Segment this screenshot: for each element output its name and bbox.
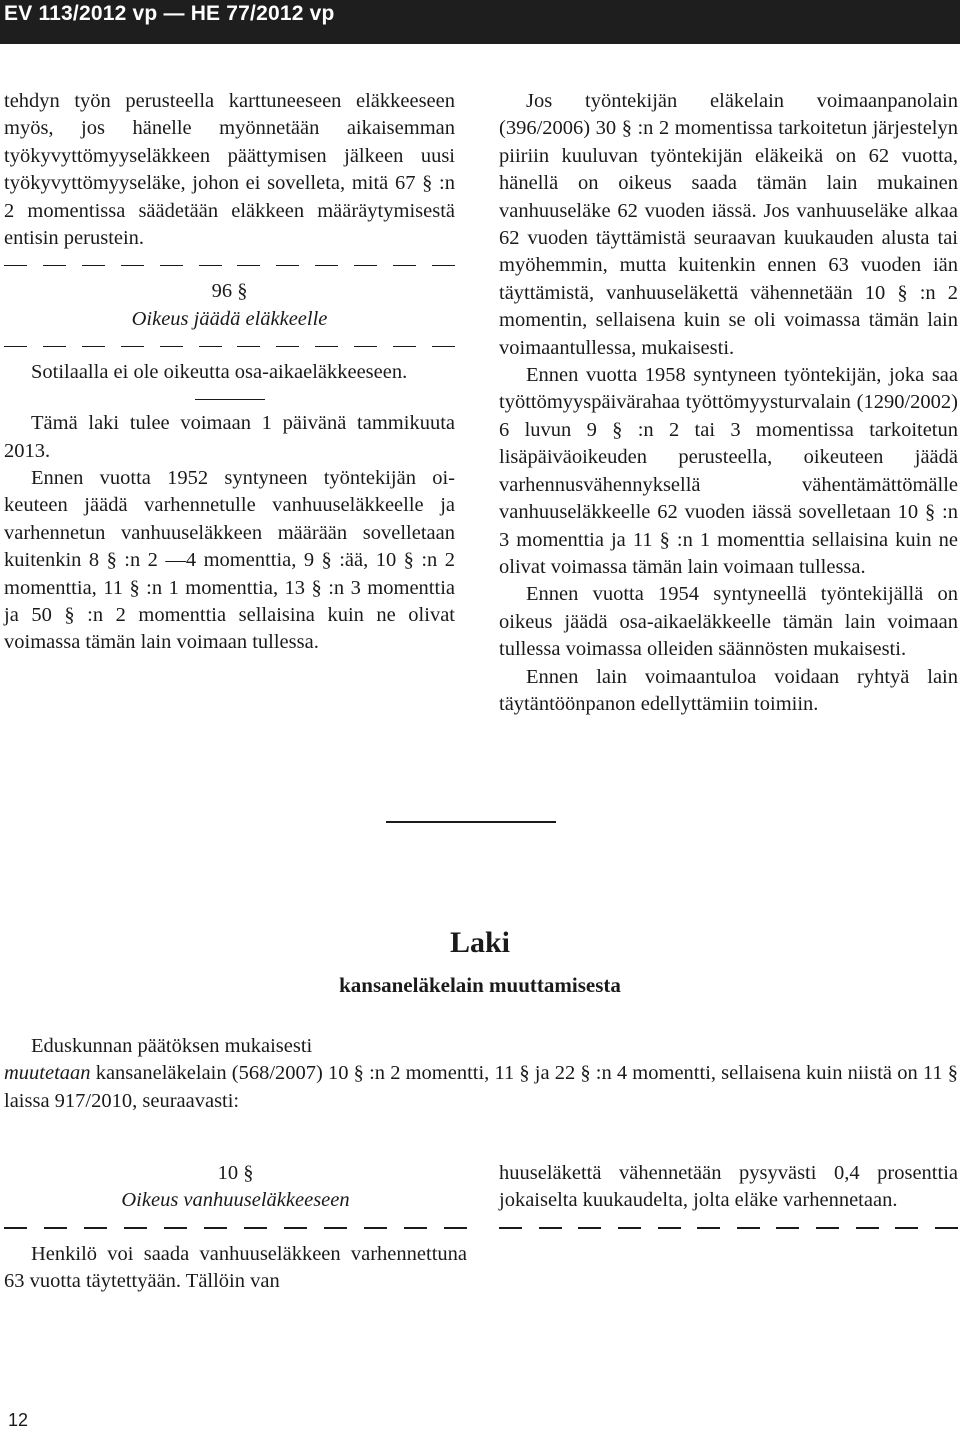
law-subtitle: kansaneläkelain muuttamisesta [339,973,621,997]
paragraph: Henkilö voi saada vanhuuseläkkeen varhennettuna 63 vuotta täytettyään. Tällöin van [4,1242,467,1293]
omission-dashes [4,338,455,354]
document-header [0,0,960,44]
paragraph: Tämä laki tulee voimaan 1 päivänä tammikuuta 2013. [4,412,455,462]
omission-dashes [4,1220,467,1236]
document-reference: EV 113/2012 vp — HE 77/2012 vp [4,2,335,25]
section-number: 10 § [217,1162,254,1184]
section-10-right [499,1160,958,1241]
paragraph: Ennen vuotta 1958 syntyneen työntekijän, joka saa työttömyyspäivärahaa työttömyysturvalain (1290/2002) 6 luvun 9 § :n 2 tai 3 momentissa tarkoitetun lisäpäiväoikeuden perusteella, oikeuteen jäädä varhennusvähennyksellä vähentämättömälle vanhuuseläkkeelle 62 vuoden iässä sovelletaan 10 § :n 3 momenttia ja 11 § :n 1 momenttia sellaisina kuin ne olivat voimassa tämän lain voimaan tullessa. [499,364,958,578]
amendment-text: kansaneläkelain (568/2007) 10 § :n 2 momentti, 11 § ja 22 § :n 4 momentti, sellaisena kuin niistä on 11 § laissa 917/2010, seuraavasti: [4,1062,958,1112]
amendment-clause [4,1060,958,1115]
page-number: 12 [8,1410,29,1430]
intro-line: Eduskunnan päätöksen mukaisesti [31,1035,313,1057]
paragraph: huuseläkettä vähennetään pysyvästi 0,4 prosenttia jokaiselta kuukaudelta, jolta eläke varhennetaan. [499,1162,958,1212]
omission-dashes [4,257,455,273]
omission-dashes [499,1220,958,1236]
divider [195,399,265,401]
right-column [499,88,958,718]
paragraph: Ennen vuotta 1952 syntyneen työntekijän oikeuteen jäädä varhennetulle vanhuuseläkkeelle ja varhennetun vanhuuseläkkeen määrään sovelletaan kuitenkin 8 § :n 2 —4 momenttia, 9 § :ää, 10 § :n 2 momenttia, 11 § :n 1 momenttia, 13 § :n 3 momenttia ja 50 § :n 2 momenttia sellaisina kuin ne olivat voimassa tämän lain voimaan tullessa. [4,466,455,654]
left-column [4,88,455,657]
paragraph: tehdyn työn perusteella karttuneeseen eläkkeeseen myös, jos hänelle myönnetään aikaisemman työkyvyttömyyseläkkeen päättymisen jälkeen uusi työkyvyttömyyseläke, johon ei sovelleta, mitä 67 § :n 2 momentissa säädetään eläkkeen määräytymisestä entisin perustein. [4,90,455,250]
paragraph: Jos työntekijän eläkelain voimaanpanolain (396/2006) 30 § :n 2 momentissa tarkoitetun järjestelyn piiriin kuuluvan työntekijän eläkeikä on 62 vuotta, hänellä on oikeus saada tämän lain mukainen vanhuuseläke 62 vuoden iässä. Jos vanhuuseläke alkaa 62 vuoden täyttämistä seuraavan kuukauden alusta tai myöhemmin, mutta kuitenkin ennen 63 vuoden iän täyttämistä, vanhuuseläkettä vähennetään 10 § :n 2 momentin, sellaisena kuin se oli voimassa tämän lain voimaantullessa, mukaisesti. [499,90,958,359]
paragraph: Sotilaalla ei ole oikeutta osa-aikaeläkkeeseen. [31,361,408,384]
amendment-verb: muutetaan [4,1062,91,1085]
section-title: Oikeus vanhuuseläkkeeseen [121,1189,350,1212]
paragraph: Ennen vuotta 1954 syntyneellä työntekijällä on oikeus jäädä osa-aikaeläkkeelle tämän lain voimaan tullessa voimassa olleiden säännösten mukaisesti. [499,583,958,661]
section-10-left [4,1160,467,1296]
section-number: 96 § [211,280,248,303]
section-title: Oikeus jäädä eläkkeelle [131,307,328,330]
law-title: Laki [449,926,511,959]
end-rule [386,821,556,823]
law-intro [4,1033,958,1115]
paragraph: Ennen lain voimaantuloa voidaan ryhtyä lain täytäntöönpanon edellyttämiin toimiin. [499,665,958,715]
